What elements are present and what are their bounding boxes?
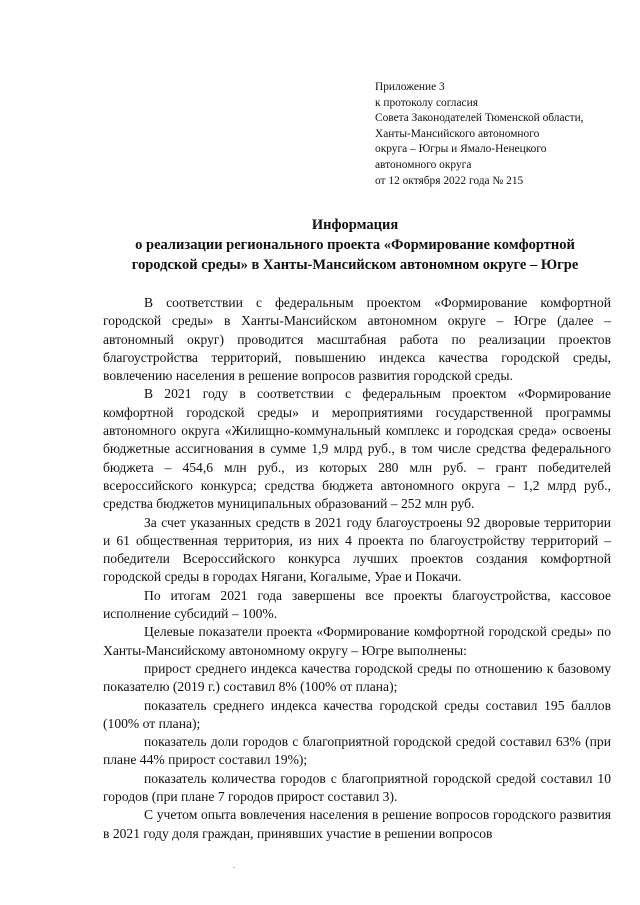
footer-mark: . [233,860,236,871]
paragraph: В соответствии с федеральным проектом «Формирование комфортной городской среды» в Ханты-Мансийском автономном округе – Югре (далее – автономный округ) проводится масштабная работа по реализации проектов благоустройства территорий, повышению индекса качества городской среды, вовлечению населения в решение вопросов развития городской среды. [103,295,611,384]
paragraph: За счет указанных средств в 2021 году благоустроены 92 дворовые территории и 61 общественная территория, из них 4 проекта по благоустройству территорий – победители Всероссийского конкурса лучших проектов создания комфортной городской среды в городах Нягани, Когалыме, Урае и Покачи. [103,514,611,585]
appendix-line: Приложение 3 [375,81,445,93]
title-line: о реализации регионального проекта «Формирование комфортной [135,237,575,253]
paragraph: показатель количества городов с благоприятной городской средой составил 10 городов (при плане 7 городов прирост составил 3). [103,770,611,805]
paragraph: В 2021 году в соответствии с федеральным проектом «Формирование комфортной городской среды» и мероприятиями государственной программы автономного округа «Жилищно-коммунальный комплекс и городская среда» освоены бюджетные ассигнования в сумме 1,9 млрд руб., в том числе средства федерального бюджета – 454,6 млн руб., из которых 280 млн руб. – грант победителей всероссийского конкурса; средства бюджета автономного округа – 1,2 млрд руб., средства бюджетов муниципальных образований – 252 млн руб. [103,386,611,512]
paragraph: Целевые показатели проекта «Формирование комфортной городской среды» по Ханты-Мансийскому автономному округу – Югре выполнены: [103,624,611,658]
appendix-line: округа – Югры и Ямало-Ненецкого [375,143,547,156]
document-title [100,215,610,275]
appendix-line: от 12 октября 2022 года № 215 [375,174,524,187]
paragraph: прирост среднего индекса качества городской среды по отношению к базовому показателю (2019 г.) составил 8% (100% от плана); [103,660,611,695]
appendix-line: Совета Законодателей Тюменской области, [375,112,584,125]
appendix-line: к протоколу согласия [375,96,478,109]
paragraph: С учетом опыта вовлечения населения в решение вопросов городского развития в 2021 году доля граждан, принявших участие в решении вопросов [103,807,611,841]
paragraph: показатель доли городов с благоприятной городской средой составил 63% (при плане 44% прирост составил 19%); [103,734,611,768]
paragraph: показатель среднего индекса качества городской среды составил 195 баллов (100% от плана); [103,697,611,731]
title-line: Информация [311,217,399,233]
appendix-line: Ханты-Мансийского автономного [375,127,540,140]
appendix-line: автономного округа [375,158,472,171]
appendix-header [375,80,615,189]
title-line: городской среды» в Ханты-Мансийском автономном округе – Югре [131,257,579,273]
document-body [103,294,611,843]
paragraph: По итогам 2021 года завершены все проекты благоустройства, кассовое исполнение субсидий – 100%. [103,587,611,622]
